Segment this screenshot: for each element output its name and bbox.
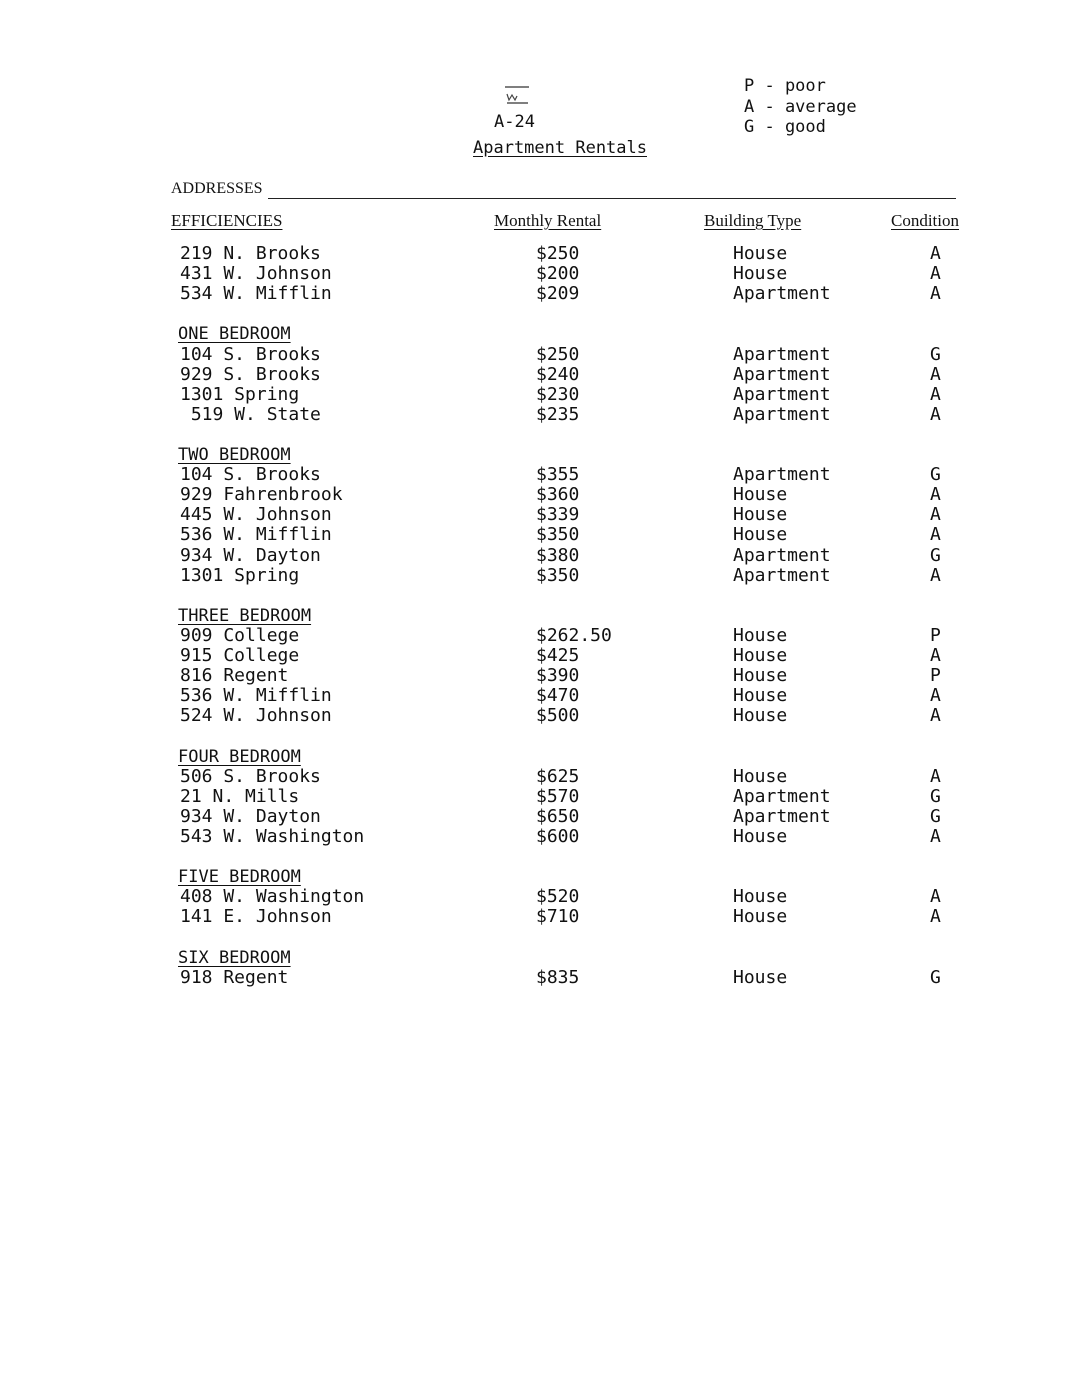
address-cell: 543 W. Washington [180,825,365,847]
rent-cell: $250 [536,243,580,264]
condition-cell: A [930,263,941,285]
section-heading: FIVE BEDROOM [178,867,301,888]
rent-cell: $230 [536,383,580,405]
building-type-cell: House [733,665,788,687]
rent-cell: $355 [536,464,580,486]
table-row [0,827,1075,847]
page-title: Apartment Rentals [473,138,647,158]
address-cell: 934 W. Dayton [180,805,321,827]
address-cell: 909 College [180,624,300,646]
rent-cell: $235 [536,403,580,425]
table-row [0,546,1075,566]
table-row [0,264,1075,284]
condition-cell: A [930,524,941,546]
building-type-cell: Apartment [733,343,831,365]
monthly-rental-header: Monthly Rental [494,211,602,230]
table-row [0,525,1075,545]
address-cell: 929 Fahrenbrook [180,484,343,506]
building-type-cell: House [733,765,788,787]
rent-cell: $390 [536,665,580,687]
rent-cell: $200 [536,263,580,285]
rent-cell: $262.50 [536,624,612,646]
building-type-cell: House [733,484,788,506]
address-cell: 141 E. Johnson [180,906,332,928]
table-row [0,626,1075,646]
table-row [0,345,1075,365]
building-type-cell: House [733,685,788,707]
rent-cell: $380 [536,544,580,566]
building-type-header: Building Type [704,211,802,230]
address-cell: 104 S. Brooks [180,343,321,365]
table-row [0,646,1075,666]
address-cell: 219 N. Brooks [180,243,321,264]
table-row [0,244,1075,264]
condition-cell: A [930,906,941,928]
legend-poor: P - poor [744,76,826,96]
table-row [0,385,1075,405]
condition-cell: G [930,785,941,807]
rent-cell: $240 [536,363,580,385]
rent-cell: $625 [536,765,580,787]
rent-cell: $600 [536,825,580,847]
condition-cell: A [930,564,941,586]
building-type-cell: House [733,906,788,928]
table-row [0,405,1075,425]
address-cell: 506 S. Brooks [180,765,321,787]
table-row [0,767,1075,787]
building-type-cell: House [733,825,788,847]
table-row [0,968,1075,988]
section-heading: ONE BEDROOM [178,324,291,345]
table-row [0,284,1075,304]
building-type-cell: Apartment [733,564,831,586]
condition-cell: A [930,765,941,787]
table-row [0,365,1075,385]
address-cell: 915 College [180,645,300,666]
addresses-rule [268,198,956,199]
table-row [0,887,1075,907]
condition-header: Condition [891,211,960,230]
rent-cell: $835 [536,966,580,988]
legend-good: G - good [744,117,826,137]
building-type-cell: Apartment [733,464,831,486]
table-row [0,907,1075,927]
table-row [0,807,1075,827]
rent-cell: $339 [536,504,580,526]
address-cell: 816 Regent [180,665,289,687]
address-cell: 918 Regent [180,966,289,988]
condition-cell: A [930,645,941,666]
condition-cell: G [930,343,941,365]
condition-cell: A [930,484,941,506]
address-cell: 534 W. Mifflin [180,283,332,305]
rent-cell: $650 [536,805,580,827]
address-cell: 408 W. Washington [180,886,365,908]
condition-cell: G [930,805,941,827]
address-cell: 104 S. Brooks [180,464,321,486]
section-heading: SIX BEDROOM [178,947,291,968]
condition-legend [744,76,857,138]
condition-cell: P [930,624,941,646]
table-row [0,706,1075,726]
table-row [0,485,1075,505]
condition-cell: G [930,464,941,486]
condition-cell: A [930,383,941,405]
condition-cell: A [930,825,941,847]
rent-cell: $500 [536,705,580,727]
condition-cell: A [930,243,941,264]
table-row [0,465,1075,485]
rent-cell: $250 [536,343,580,365]
rent-cell: $425 [536,645,580,666]
rent-cell: $470 [536,685,580,707]
building-type-cell: House [733,243,788,264]
address-cell: 21 N. Mills [180,785,300,807]
building-type-cell: Apartment [733,283,831,305]
rent-cell: $570 [536,785,580,807]
building-type-cell: Apartment [733,544,831,566]
table-row [0,666,1075,686]
rent-cell: $360 [536,484,580,506]
address-cell: 536 W. Mifflin [180,524,332,546]
building-type-cell: House [733,886,788,908]
address-cell: 519 W. State [180,403,321,425]
section-heading: THREE BEDROOM [178,605,312,626]
condition-cell: A [930,886,941,908]
building-type-cell: House [733,645,788,666]
address-cell: 536 W. Mifflin [180,685,332,707]
table-row [0,686,1075,706]
table-row [0,505,1075,525]
rent-cell: $350 [536,564,580,586]
condition-cell: A [930,363,941,385]
address-cell: 445 W. Johnson [180,504,332,526]
address-cell: 431 W. Johnson [180,263,332,285]
building-type-cell: Apartment [733,805,831,827]
page-number: A-24 [494,112,535,132]
building-type-cell: Apartment [733,363,831,385]
building-type-cell: House [733,504,788,526]
condition-cell: G [930,966,941,988]
building-type-cell: Apartment [733,785,831,807]
building-type-cell: Apartment [733,403,831,425]
address-cell: 1301 Spring [180,383,300,405]
table-row [0,566,1075,586]
address-cell: 1301 Spring [180,564,300,586]
building-type-cell: House [733,524,788,546]
condition-cell: A [930,705,941,727]
condition-cell: A [930,403,941,425]
rent-cell: $520 [536,886,580,908]
building-type-cell: House [733,263,788,285]
address-cell: 524 W. Johnson [180,705,332,727]
rent-cell: $710 [536,906,580,928]
address-cell: 929 S. Brooks [180,363,321,385]
building-type-cell: House [733,966,788,988]
section-heading: FOUR BEDROOM [178,746,301,767]
handwritten-mark-icon [503,84,531,108]
building-type-cell: House [733,624,788,646]
efficiencies-header: EFFICIENCIES [171,211,283,230]
condition-cell: A [930,283,941,305]
legend-average: A - average [744,96,857,117]
section-heading: TWO BEDROOM [178,445,291,465]
rent-cell: $209 [536,283,580,305]
condition-cell: A [930,685,941,707]
address-cell: 934 W. Dayton [180,544,321,566]
table-row [0,787,1075,807]
building-type-cell: Apartment [733,383,831,405]
building-type-cell: House [733,705,788,727]
condition-cell: A [930,504,941,526]
condition-cell: P [930,665,941,687]
condition-cell: G [930,544,941,566]
rent-cell: $350 [536,524,580,546]
addresses-label: ADDRESSES [171,180,263,197]
